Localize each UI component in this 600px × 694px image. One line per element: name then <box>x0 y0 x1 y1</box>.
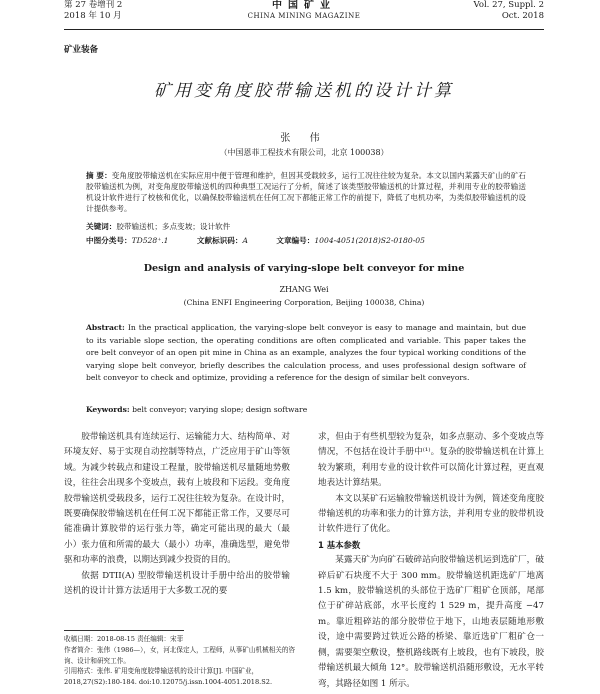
volume-issue: 第 27 卷增刊 2 <box>64 0 123 10</box>
footnote-received: 收稿日期：2018-08-15 责任编辑：宋菲 <box>64 635 184 643</box>
clc-label: 中图分类号： <box>86 236 132 245</box>
issue-date: 2018 年 10 月 <box>64 11 122 21</box>
article-number-label: 文章编号： <box>276 236 315 245</box>
keywords-cn <box>86 221 526 232</box>
title-en: Design and analysis of varying-slope belt conveyor for mine <box>143 263 465 274</box>
body-paragraph: 本文以某矿石运输胶带输送机设计为例，简述变角度胶带输送机的功率和张力的计算方法，并利用专业的胶带机设计软件进行了优化。 <box>318 493 544 535</box>
section-tag: 矿业装备 <box>64 45 99 55</box>
footnote-rule <box>64 630 184 631</box>
author-cn: 张 伟 <box>280 133 328 144</box>
header-rule <box>64 29 544 30</box>
title-cn: 矿用变角度胶带输送机的设计计算 <box>154 81 454 101</box>
affiliation-en: (China ENFI Engineering Corporation, Beijing 100038, China) <box>183 298 425 307</box>
body-column-left <box>64 430 290 599</box>
article-number <box>276 236 425 245</box>
abstract-cn-text: 变角度胶带输送机在实际应用中便于管理和维护，但因其受载较多，运行工况往往较为复杂。本文以国内某露天矿山的矿石胶带输送机为例，对变角度胶带输送机的四种典型工况运行了分析，简述了该类型胶带输送机的计算过程，并利用专业的胶带输送机设计软件进行了校核和优化，以确保胶带输送机在任何工况下都能正常工作的前提下，降低了电机功率，为类似胶带输送机的设计提供参考。 <box>86 171 526 213</box>
journal-name-cn: 中国矿业 <box>272 0 336 11</box>
abstract-en-label: Abstract: <box>86 323 125 332</box>
keywords-en <box>86 404 526 415</box>
abstract-cn <box>86 170 526 214</box>
classification-line <box>86 235 526 246</box>
clc-number <box>86 236 168 245</box>
abstract-cn-label: 摘 要： <box>86 171 112 180</box>
document-code <box>197 236 248 245</box>
body-paragraph: 依据 DTII(A) 型胶带输送机设计手册中给出的胶带输送机的设计计算方法适用于大多数工况的要 <box>64 570 290 597</box>
section-heading: 1 基本参数 <box>318 539 361 550</box>
keywords-en-text: belt conveyor; varying slope; design software <box>129 405 308 414</box>
volume-issue-en: Vol. 27, Suppl. 2 <box>473 0 544 10</box>
keywords-cn-label: 关键词： <box>86 222 117 231</box>
keywords-cn-text: 胶带输送机；多点变坡；设计软件 <box>116 222 231 231</box>
footnote-author-info: 作者简介：张伟（1986—），女，河北保定人，工程师，从事矿山机械相关的咨询、设计和研究工作。 <box>64 645 296 665</box>
abstract-en <box>86 322 526 385</box>
footnote <box>64 634 296 688</box>
keywords-en-label: Keywords: <box>86 405 130 414</box>
document-code-value: A <box>242 236 248 245</box>
body-paragraph: 某露天矿为向矿石破碎站向胶带输送机运到选矿厂，破碎后矿石块度不大于 300 mm。胶带输送机距选矿厂地离 1.5 km，胶带输送机的头部位于选矿厂粗矿仓顶部，尾部位于矿碎站底部，水平长度约 1 529 m，提升高度 −47 m。靠近粗碎站的部分胶带位于地下，山地表层随地形敷设，途中需要跨过铁近公路的桥梁、靠近选矿厂粗矿仓一侧，需要架空敷设，整机路线既有上坡段，也有下坡段，胶带输送机最大倾角 12°。胶带输送机沿随形敷设，无水平转弯，其路径如图 1 所示。 <box>318 555 544 689</box>
body-paragraph: 胶带输送机具有连续运行、运输能力大、结构简单、对环境友好、易于实现自动控制等特点，广泛应用于矿山等领域。为减少转载点和建设工程量，胶带输送机尽量随地势敷设，往往会出现多个变坡点，载有上坡段和下运段。变角度胶带输送机受载段多，运行工况往往较为复杂。在设计时，既要确保胶带输送机在任何工况下都能正常工作，又要尽可能准确计算胶带的运行张力等，确定可能出现的最大（最小）张力值和所需的最大（最小）功率，准确选型，避免带驱和功率的浪费，以期达到减少投资的目的。 <box>64 432 290 566</box>
affiliation-cn: （中国恩菲工程技术有限公司，北京 100038） <box>219 148 389 157</box>
article-number-value: 1004-4051(2018)S2-0180-05 <box>314 236 425 245</box>
running-header <box>64 0 544 26</box>
clc-value: TD528⁺.1 <box>131 236 169 245</box>
issue-date-en: Oct. 2018 <box>501 11 544 21</box>
body-paragraph: 求，但由于有些机型较为复杂，如多点驱动、多个变坡点等情况，不包括在设计手册中⁽¹⁾。复杂的胶带输送机在计算上较为繁琐，利用专业的设计软件可以简化计算过程，更直观地表达计算结果。 <box>318 432 544 489</box>
journal-name-en: CHINA MINING MAGAZINE <box>247 12 361 20</box>
footnote-citation: 引用格式：张伟. 矿用变角度胶带输送机的设计计算[J]. 中国矿业，2018,27(S2):180-184. doi:10.12075/j.issn.1004-4051.2018.S2. <box>64 667 273 687</box>
header-right <box>473 0 544 22</box>
document-code-label: 文献标识码： <box>196 236 243 245</box>
author-en: ZHANG Wei <box>279 285 329 294</box>
header-center <box>64 0 544 22</box>
body-column-right <box>318 430 544 692</box>
abstract-en-text: In the practical application, the varying-slope belt conveyor is easy to manage and maintain, but due to its variable slope section, the operating conditions are often complicated and variable. This paper takes the ore belt conveyor of an open pit mine in China as an example, analyzes the four typical working conditions of the varying slope belt conveyor, briefly describes the calculation process, and uses professional design software of belt conveyor to check and optimize, providing a reference for the design of similar belt conveyors. <box>86 323 526 383</box>
